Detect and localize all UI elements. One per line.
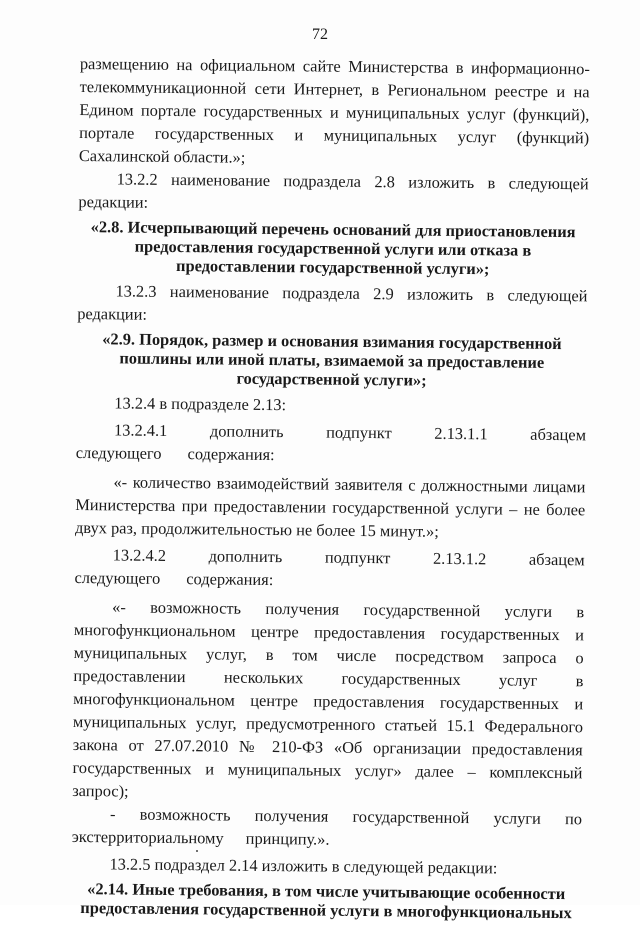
heading-2-14: «2.14. Иные требования, в том числе учитывающие особенности предоставления государственной услуги в многофункциональных bbox=[80, 879, 572, 923]
document-body bbox=[71, 52, 590, 927]
paragraph-13-2-4: 13.2.4 в подразделе 2.13: bbox=[114, 393, 287, 415]
paragraph-quote-interactions: «- количество взаимодействий заявителя с должностными лицами Министерства при предоставлении государственной услуги – не более двух раз, продолжительностью не более 15 минут.»; bbox=[74, 472, 586, 541]
paragraph-quote-mfc: «- возможность получения государственной услуги в многофункциональном центре предоставления государственных и муниципальных услуг, в том числе посредством запроса о предоставлении нескольких государственных услуг в многофункциональном центре предоставления государственных и муниципальных услуг, предусмотренного статьей 15.1 Федерального закона от 27.07.2010 № 210-ФЗ «Об организации предоставления государственных и муниципальных услуг» далее – комплексный запрос); bbox=[72, 597, 585, 801]
paragraph-13-2-2: 13.2.2 наименование подраздела 2.8 изложить в следующей редакции: bbox=[78, 169, 589, 212]
paragraph-extraterritorial: - возможность получения государственной услуги по экстерриториальному принципу.». bbox=[71, 804, 583, 849]
page-number: 72 bbox=[312, 26, 328, 43]
scan-speck bbox=[196, 850, 198, 852]
paragraph-13-2-5: 13.2.5 подраздел 2.14 изложить в следующей редакции: bbox=[109, 854, 498, 878]
paragraph-13-2-4-2: 13.2.4.2 дополнить подпункт 2.13.1.2 абзацем следующего содержания: bbox=[74, 545, 585, 590]
heading-2-8: «2.8. Исчерпывающий перечень оснований для приостановления предоставления государственной услуги или отказа в предоставлении государственной услуги»; bbox=[90, 217, 576, 279]
paragraph-13-2-3: 13.2.3 наименование подраздела 2.9 изложить в следующей редакции: bbox=[77, 281, 588, 324]
heading-2-9: «2.9. Порядок, размер и основания взимания государственной пошлины или иной платы, взимаемой за предоставление государственной услуги»; bbox=[102, 329, 562, 390]
paragraph-continuation: размещению на официальном сайте Министерства в информационно-телекоммуникационной сети Интернет, в Региональном реестре и на Едином портале государственных и муниципальных услуг (функций), портале государственных и муниципальных услуг (функций) Сахалинской области.»; bbox=[78, 53, 590, 167]
paragraph-13-2-4-1: 13.2.4.1 дополнить подпункт 2.13.1.1 абзацем следующего содержания: bbox=[75, 420, 587, 465]
